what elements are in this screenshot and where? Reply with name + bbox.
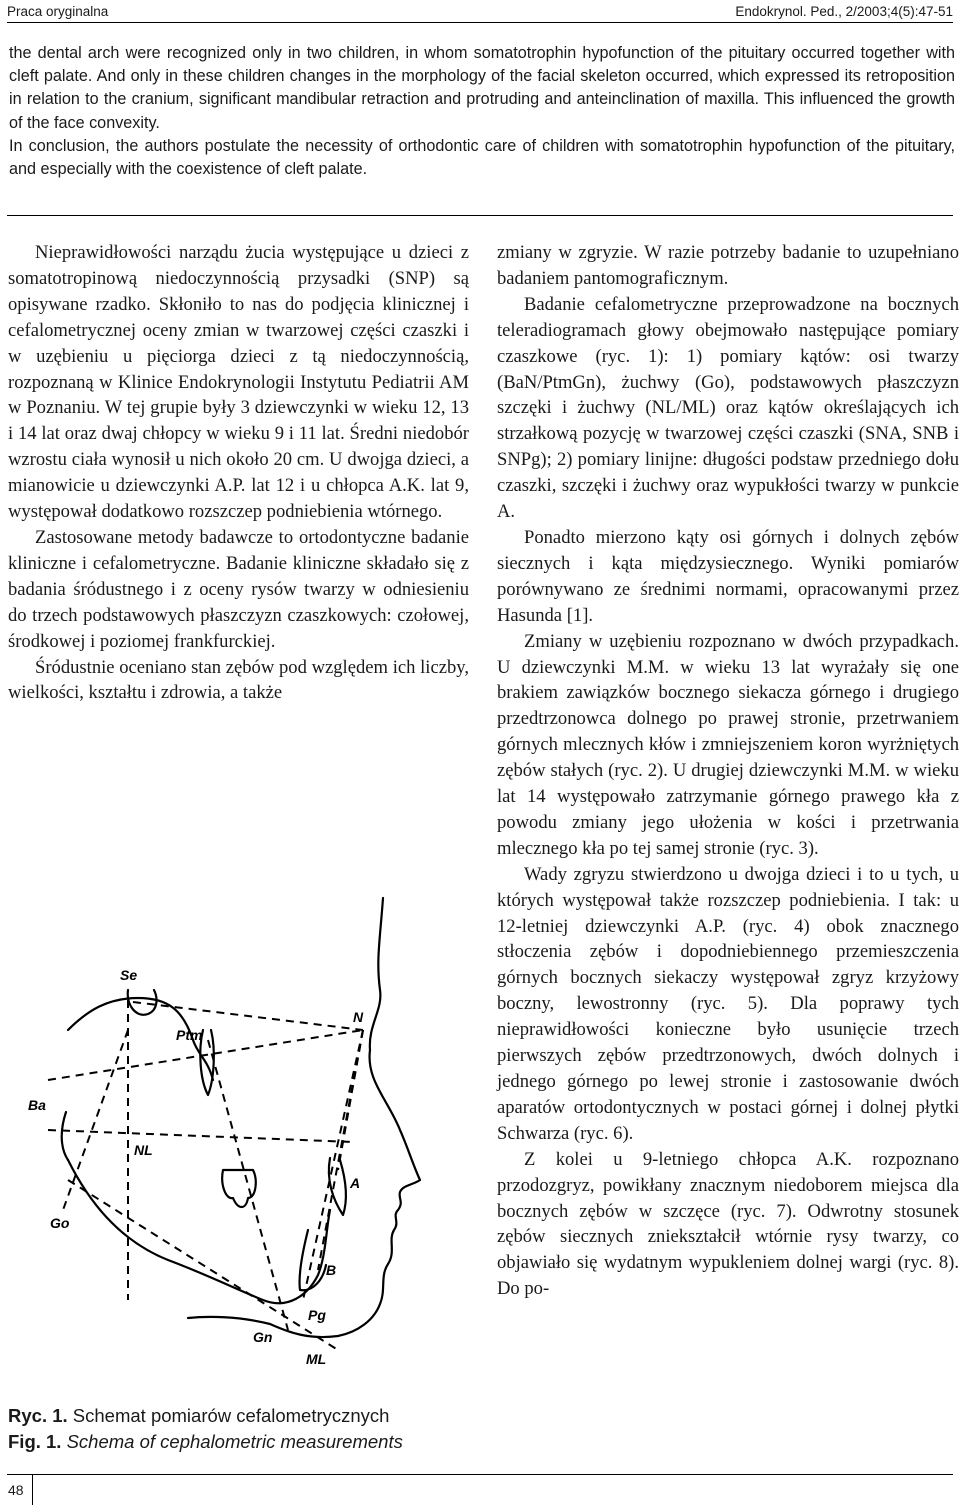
sella-turcica (128, 990, 157, 1015)
molar-shape (222, 1170, 256, 1207)
right-paragraph-3: Ponadto mierzono kąty osi górnych i dolnych zębów siecznych i kąta międzysiecznego. Wyniki pomiarów porównywano ze średnimi normami, opracowanymi przez Hasunda [1]. (497, 526, 959, 626)
cephalometric-drawing (8, 880, 469, 1400)
mandible-outline (68, 1160, 330, 1303)
label-ptm: Ptm (176, 1027, 203, 1043)
right-paragraph-1: zmiany w zgryzie. W razie potrzeby badanie to uzupełniano badaniem pantomograficznym. (497, 242, 959, 289)
abstract-paragraph-1: the dental arch were recognized only in two children, in whom somatotrophin hypofunction of the pituitary occurred together with cleft palate. And only in these children changes in the morphology of the facial skeleton occurred, which expressed its retroposition in relation to the cranium, significant mandibular retraction and protruding and anteinclination of maxilla. This influenced the growth of the face convexity. (9, 44, 955, 132)
section-divider (7, 215, 953, 216)
english-abstract (9, 42, 955, 181)
footer-separator (32, 1474, 33, 1505)
label-go: Go (50, 1215, 70, 1231)
page-number: 48 (8, 1482, 24, 1498)
caption-polish-label: Ryc. 1. (8, 1405, 68, 1426)
ban-line (48, 1030, 363, 1080)
caption-polish-text: Schemat pomiarów cefalometrycznych (72, 1405, 390, 1426)
ramus-outline (62, 1112, 68, 1160)
caption-english-label: Fig. 1. (8, 1431, 62, 1452)
left-column (8, 240, 469, 706)
caption-english (8, 1429, 469, 1455)
sn-line (133, 1002, 363, 1030)
left-paragraph-1: Nieprawidłowości narządu żucia występujące u dzieci z somatotropinową niedoczynnością przysadki (SNP) są opisywane rzadko. Skłoniło to nas do podjęcia klinicznej i cefalometrycznej oceny zmian w twarzowej części czaszki i w uzębieniu u pięciorga dzieci z tą niedoczynnością, rozpoznaną w Klinice Endokrynologii Instytutu Pediatrii AM w Poznaniu. W tej grupie były 3 dziewczynki w wieku 12, 13 i 14 lat oraz dwaj chłopcy w wieku 9 i 11 lat. Średni niedobór wzrostu ciała wynosił u nich około 20 cm. U dwojga dzieci, a mianowicie u dziewczynki A.P. lat 12 i u chłopca A.K. lat 9, występował dodatkowo rozszczep podniebienia wtórnego. (8, 242, 469, 523)
nb-line (318, 1030, 363, 1270)
right-paragraph-6: Z kolei u 9-letniego chłopca A.K. rozpoznano przodozgryz, powikłany znacznym niedoborem miejsca dla bocznych zębów w szczęce (ryc. 7). Odwrotny stosunek zębów siecznych zniekształcił wtórnie rysy twarzy, co objawiało się wydatnym wypukleniem dolnej wargi (ryc. 8). Do po- (497, 1148, 959, 1300)
abstract-paragraph-2: In conclusion, the authors postulate the necessity of orthodontic care of children with somatotrophin hypofunction of the pituitary, and especially with the coexistence of cleft palate. (9, 136, 955, 179)
header-journal-citation: Endokrynol. Ped., 2/2003;4(5):47-51 (735, 3, 953, 19)
nl-plane (48, 1130, 353, 1142)
incisor-shape (329, 1158, 346, 1215)
npg-line (303, 1030, 363, 1300)
ml-plane (68, 1180, 338, 1350)
facial-axis (208, 1040, 288, 1330)
label-nl: NL (134, 1142, 153, 1158)
right-paragraph-4: Zmiany w uzębieniu rozpoznano w dwóch przypadkach. U dziewczynki M.M. w wieku 13 lat wyrażały się one brakiem zawiązków bocznego siekacza górnego i drugiego przedtrzonowca dolnego po prawej stronie, przetrwaniem górnych mlecznych kłów i zmniejszeniem koron wyrżniętych zębów stałych (ryc. 2). U drugiej dziewczynki M.M. w wieku lat 14 występowało zatrzymanie górnego prawego kła z powodu zmiany jego ułożenia w kości i przetrwania mlecznego kła po tej samej stronie (ryc. 3). (497, 630, 959, 859)
skull-outline (188, 898, 420, 1337)
label-a: A (350, 1175, 361, 1191)
label-gn: Gn (253, 1329, 273, 1345)
footer-rule (7, 1474, 953, 1475)
running-header (7, 0, 953, 23)
label-n: N (353, 1009, 364, 1025)
header-section-label: Praca oryginalna (7, 3, 109, 19)
right-paragraph-2: Badanie cefalometryczne przeprowadzone na bocznych teleradiogramach głowy obejmowało następujące pomiary czaszkowe (ryc. 1): 1) pomiary kątów: osi twarzy (BaN/PtmGn), żuchwy (Go), podstawowych płaszczyzn szczęki i żuchwy (NL/ML) oraz kątów określających ich strzałkową pozycję w twarzowej części czaszki (SNA, SNB i SNPg); 2) pomiary linijne: długości podstaw przedniego dołu czaszki, szczęki i żuchwy oraz wypukłości twarzy w punkcie A. (497, 293, 959, 523)
label-ba: Ba (28, 1097, 46, 1113)
right-paragraph-5: Wady zgryzu stwierdzono u dwojga dzieci i to u tych, u których występował także rozszczep podniebienia. I tak: u 12-letniej dziewczynki A.P. (ryc. 4) obok znacznego stłoczenia zębów i dopodniebiennego przemieszczenia górnych bocznych siekaczy występował zgryz krzyżowy boczny, lewostronny (ryc. 5). Dla poprawy tych nieprawidłowości konieczne było usunięcie trzech pierwszych zębów przedtrzonowych, dwóch dolnych i jednego górnego po lewej stronie i zastosowanie dwóch aparatów ortodontycznych w postaci górnej i dolnej płytki Schwarza (ryc. 6). (497, 863, 959, 1144)
cephalometric-figure (8, 880, 469, 1400)
figure-caption (8, 1403, 469, 1455)
left-paragraph-2: Zastosowane metody badawcze to ortodontyczne badanie kliniczne i cefalometryczne. Badanie kliniczne składało się z badania śródustnego i z oceny rysów twarzy w odniesieniu do trzech podstawowych płaszczyzn czaszkowych: czołowej, środkowej i poziomej frankfurckiej. (8, 526, 469, 652)
caption-english-text: Schema of cephalometric measurements (66, 1431, 403, 1452)
label-ml: ML (306, 1351, 327, 1367)
label-pg: Pg (308, 1307, 326, 1323)
right-column (497, 240, 959, 1302)
label-se: Se (120, 967, 138, 983)
caption-polish (8, 1403, 469, 1429)
left-paragraph-3: Śródustnie oceniano stan zębów pod względem ich liczby, wielkości, kształtu i zdrowia, a także (8, 656, 469, 704)
label-b: B (326, 1262, 337, 1278)
